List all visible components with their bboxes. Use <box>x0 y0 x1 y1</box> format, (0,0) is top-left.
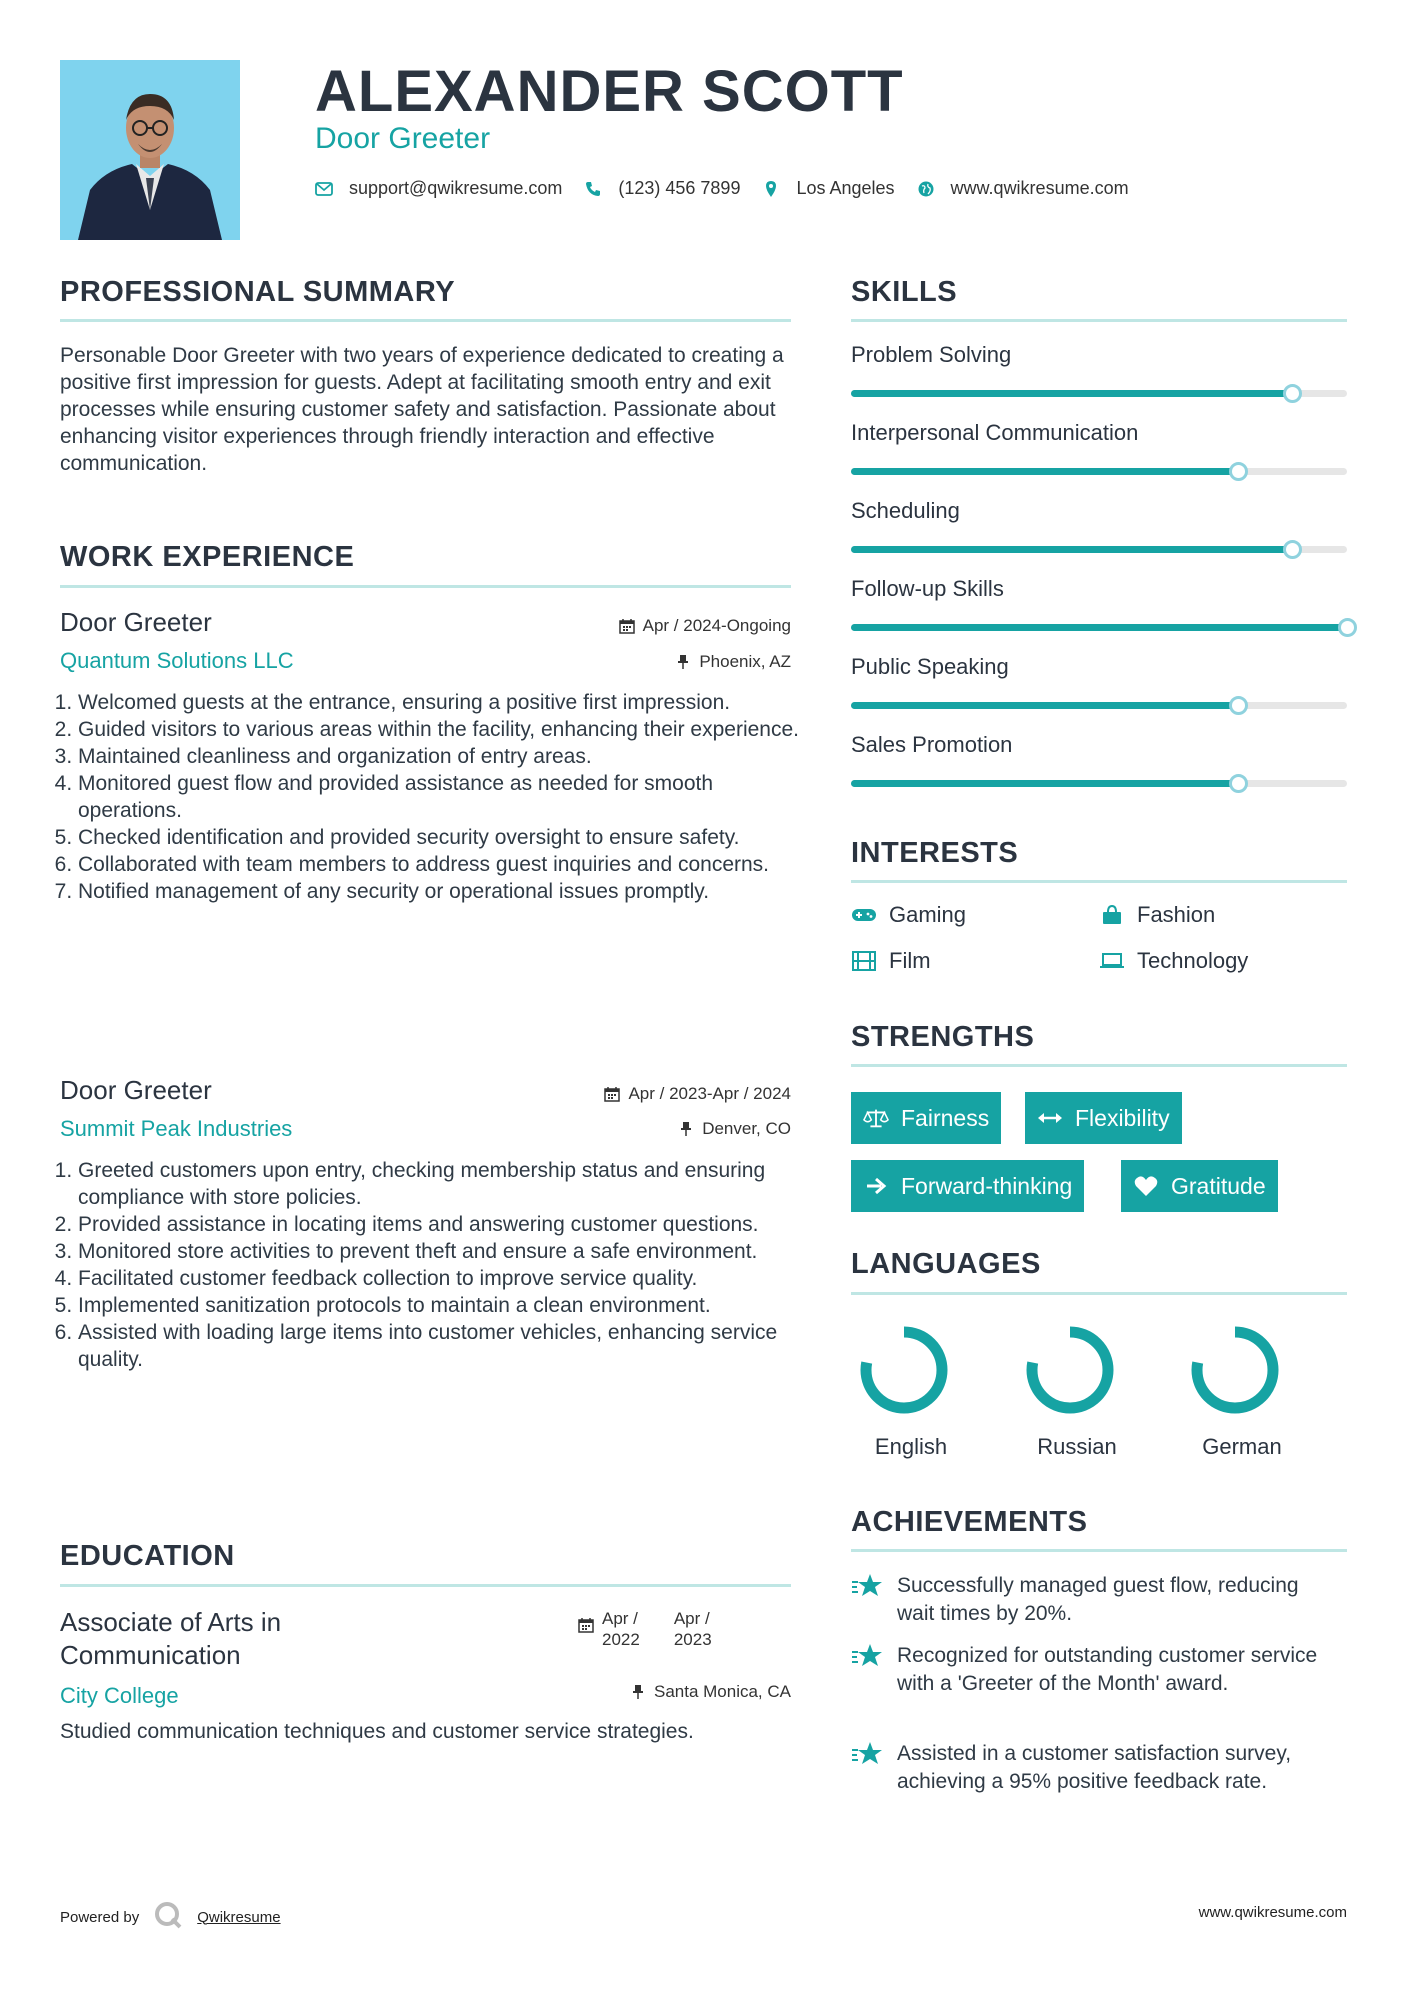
film-icon <box>851 950 877 972</box>
footer-website[interactable]: www.qwikresume.com <box>1198 1904 1347 1921</box>
job-dates-text: Apr / 2023-Apr / 2024 <box>628 1084 791 1103</box>
list-item: 2. Provided assistance in locating items and answering customer questions. <box>78 1211 800 1238</box>
skill-bar-fill <box>851 390 1292 397</box>
education-divider <box>60 1584 791 1587</box>
skill-bar-fill <box>851 468 1238 475</box>
language-label: English <box>874 1434 948 1459</box>
education-start-year: 2022 <box>602 1630 640 1649</box>
pin-icon <box>630 1684 646 1700</box>
person-portrait-icon <box>60 60 240 240</box>
job-dates <box>619 616 791 636</box>
education-location <box>630 1682 791 1702</box>
achievement-item <box>851 1642 1331 1698</box>
list-item: 5. Checked identification and provided security oversight to ensure safety. <box>78 824 800 851</box>
profile-photo <box>60 60 240 240</box>
achievement-item <box>851 1572 1331 1628</box>
language-ring <box>1175 1310 1295 1430</box>
education-end-month: Apr / <box>673 1609 710 1628</box>
languages-divider <box>851 1292 1347 1295</box>
degree-line-1: Associate of Arts in <box>60 1607 282 1637</box>
skills-heading: SKILLS <box>851 276 958 308</box>
interest-item <box>1099 902 1215 928</box>
contact-email[interactable] <box>315 178 562 199</box>
footer-powered-by <box>60 1900 281 1934</box>
achievements-heading: ACHIEVEMENTS <box>851 1506 1088 1538</box>
skill-bar-knob <box>1229 462 1248 481</box>
interest-label: Gaming <box>889 902 967 927</box>
contact-website[interactable] <box>917 178 1129 199</box>
languages-heading: LANGUAGES <box>851 1248 1041 1280</box>
phone-text: (123) 456 7899 <box>618 178 741 198</box>
summary-divider <box>60 319 791 322</box>
job-location <box>675 652 791 672</box>
summary-text: Personable Door Greeter with two years of experience dedicated to creating a positive first impression for guests. Adept at facilitating smooth entry and exit processes while ensuring customer safety and satisfaction. Passionate about enhancing visitor experiences through friendly interaction and effective communication. <box>60 344 784 475</box>
interest-label: Film <box>889 948 931 973</box>
contact-phone[interactable] <box>584 178 740 199</box>
skill-bar-fill <box>851 702 1238 709</box>
skill-bar <box>851 390 1347 397</box>
list-item: 4. Facilitated customer feedback collection to improve service quality. <box>78 1265 800 1292</box>
education-location-text: Santa Monica, CA <box>653 1682 791 1701</box>
language-label: German <box>1202 1434 1282 1459</box>
calendar-icon <box>604 1086 620 1102</box>
list-item: 1. Greeted customers upon entry, checking membership status and ensuring compliance with store policies. <box>78 1157 800 1211</box>
summary-heading: PROFESSIONAL SUMMARY <box>60 276 456 308</box>
skill-bar-fill <box>851 780 1238 787</box>
list-item: 7. Notified management of any security or operational issues promptly. <box>78 878 800 905</box>
skill-label: Follow-up Skills <box>851 576 1004 601</box>
job-location-text: Denver, CO <box>702 1119 791 1138</box>
strength-label: Fairness <box>901 1104 990 1131</box>
candidate-title: Door Greeter <box>315 122 491 155</box>
list-item: 6. Collaborated with team members to address guest inquiries and concerns. <box>78 851 800 878</box>
skill-bar <box>851 624 1347 631</box>
job-dates-text: Apr / 2024-Ongoing <box>642 616 791 635</box>
calendar-icon <box>619 618 635 634</box>
education-dates <box>578 1608 712 1650</box>
skill-bar-knob <box>1338 618 1357 637</box>
education-start <box>602 1608 640 1650</box>
list-item: 2. Guided visitors to various areas within the facility, enhancing their experience. <box>78 716 800 743</box>
email-text: support@qwikresume.com <box>349 178 563 198</box>
school-name: City College <box>60 1683 179 1708</box>
education-end <box>674 1608 712 1650</box>
strength-badge <box>1121 1160 1278 1212</box>
strength-label: Flexibility <box>1075 1104 1170 1131</box>
strength-badge <box>1025 1092 1182 1144</box>
language-ring-svg <box>1010 1310 1130 1430</box>
experience-divider <box>60 585 791 588</box>
gamepad-icon <box>851 904 877 926</box>
strength-badge <box>851 1160 1084 1212</box>
skill-bar-knob <box>1283 384 1302 403</box>
job-bullets <box>60 689 800 905</box>
skill-bar <box>851 546 1347 553</box>
qwikresume-link[interactable]: Qwikresume <box>197 1908 281 1926</box>
arrows-horizontal-icon <box>1037 1106 1063 1130</box>
language-ring-svg <box>844 1310 964 1430</box>
list-item: 5. Implemented sanitization protocols to maintain a clean environment. <box>78 1292 800 1319</box>
contact-bar <box>315 178 1151 199</box>
job-location <box>678 1119 791 1139</box>
star-badge-icon <box>851 1642 883 1670</box>
education-end-year: 2023 <box>673 1630 712 1649</box>
envelope-icon <box>315 180 333 198</box>
job-company: Quantum Solutions LLC <box>60 648 294 673</box>
degree-line-2: Communication <box>60 1640 241 1670</box>
strength-label: Gratitude <box>1171 1172 1266 1199</box>
pin-icon <box>675 654 691 670</box>
skill-label: Interpersonal Communication <box>851 420 1139 445</box>
skill-bar <box>851 780 1347 787</box>
interest-label: Fashion <box>1137 902 1216 927</box>
contact-location <box>762 178 894 199</box>
job-dates <box>604 1084 791 1104</box>
skill-bar-fill <box>851 546 1292 553</box>
skill-label: Public Speaking <box>851 654 1009 679</box>
skill-label: Sales Promotion <box>851 732 1013 757</box>
powered-by-text: Powered by <box>60 1908 140 1926</box>
list-item: 3. Monitored store activities to prevent theft and ensure a safe environment. <box>78 1238 800 1265</box>
list-item: 1. Welcomed guests at the entrance, ensuring a positive first impression. <box>78 689 800 716</box>
education-description: Studied communication techniques and customer service strategies. <box>60 1720 694 1743</box>
qwikresume-logo-icon <box>153 1900 183 1934</box>
skill-label: Problem Solving <box>851 342 1012 367</box>
degree-title <box>60 1606 281 1672</box>
education-start-month: Apr / <box>602 1609 638 1628</box>
skill-bar-knob <box>1283 540 1302 559</box>
skill-bar <box>851 468 1347 475</box>
candidate-name: ALEXANDER SCOTT <box>315 59 904 124</box>
achievements-divider <box>851 1549 1347 1552</box>
job-title: Door Greeter <box>60 1075 212 1105</box>
experience-heading: WORK EXPERIENCE <box>60 541 355 573</box>
phone-icon <box>584 180 602 198</box>
strengths-divider <box>851 1064 1347 1067</box>
achievement-text: Recognized for outstanding customer service with a 'Greeter of the Month' award. <box>897 1644 1318 1695</box>
strength-badge <box>851 1092 1001 1144</box>
language-label: Russian <box>1037 1434 1117 1459</box>
achievement-text: Successfully managed guest flow, reducing wait times by 20%. <box>897 1574 1299 1625</box>
scale-icon <box>863 1106 889 1130</box>
skill-bar-knob <box>1229 696 1248 715</box>
shopping-bag-icon <box>1099 904 1125 926</box>
list-item: 6. Assisted with loading large items into customer vehicles, enhancing service quality. <box>78 1319 800 1373</box>
strength-label: Forward-thinking <box>901 1172 1073 1199</box>
skill-bar-fill <box>851 624 1347 631</box>
job-location-text: Phoenix, AZ <box>699 652 791 671</box>
job-bullets <box>60 1157 800 1373</box>
job-company: Summit Peak Industries <box>60 1116 293 1141</box>
language-ring <box>844 1310 964 1430</box>
arrow-right-icon <box>863 1174 889 1198</box>
achievement-text: Assisted in a customer satisfaction survey, achieving a 95% positive feedback rate. <box>897 1742 1292 1793</box>
star-badge-icon <box>851 1740 883 1768</box>
skill-bar <box>851 702 1347 709</box>
map-pin-icon <box>762 180 780 198</box>
skills-divider <box>851 319 1347 322</box>
language-ring <box>1010 1310 1130 1430</box>
star-badge-icon <box>851 1572 883 1600</box>
interest-item <box>851 948 931 974</box>
list-item: 3. Maintained cleanliness and organization of entry areas. <box>78 743 800 770</box>
calendar-icon <box>578 1617 594 1633</box>
skill-label: Scheduling <box>851 498 960 523</box>
website-text: www.qwikresume.com <box>950 178 1129 198</box>
strengths-heading: STRENGTHS <box>851 1021 1035 1053</box>
achievement-item <box>851 1740 1331 1796</box>
language-ring-svg <box>1175 1310 1295 1430</box>
list-item: 4. Monitored guest flow and provided assistance as needed for smooth operations. <box>78 770 800 824</box>
laptop-icon <box>1099 950 1125 972</box>
interests-heading: INTERESTS <box>851 837 1019 869</box>
interest-item <box>1099 948 1248 974</box>
interests-divider <box>851 880 1347 883</box>
interest-label: Technology <box>1137 948 1249 973</box>
globe-icon <box>917 180 935 198</box>
pin-icon <box>678 1121 694 1137</box>
skill-bar-knob <box>1229 774 1248 793</box>
location-text: Los Angeles <box>796 178 895 198</box>
heart-icon <box>1133 1174 1159 1198</box>
job-title: Door Greeter <box>60 607 212 637</box>
education-heading: EDUCATION <box>60 1540 235 1572</box>
interest-item <box>851 902 966 928</box>
